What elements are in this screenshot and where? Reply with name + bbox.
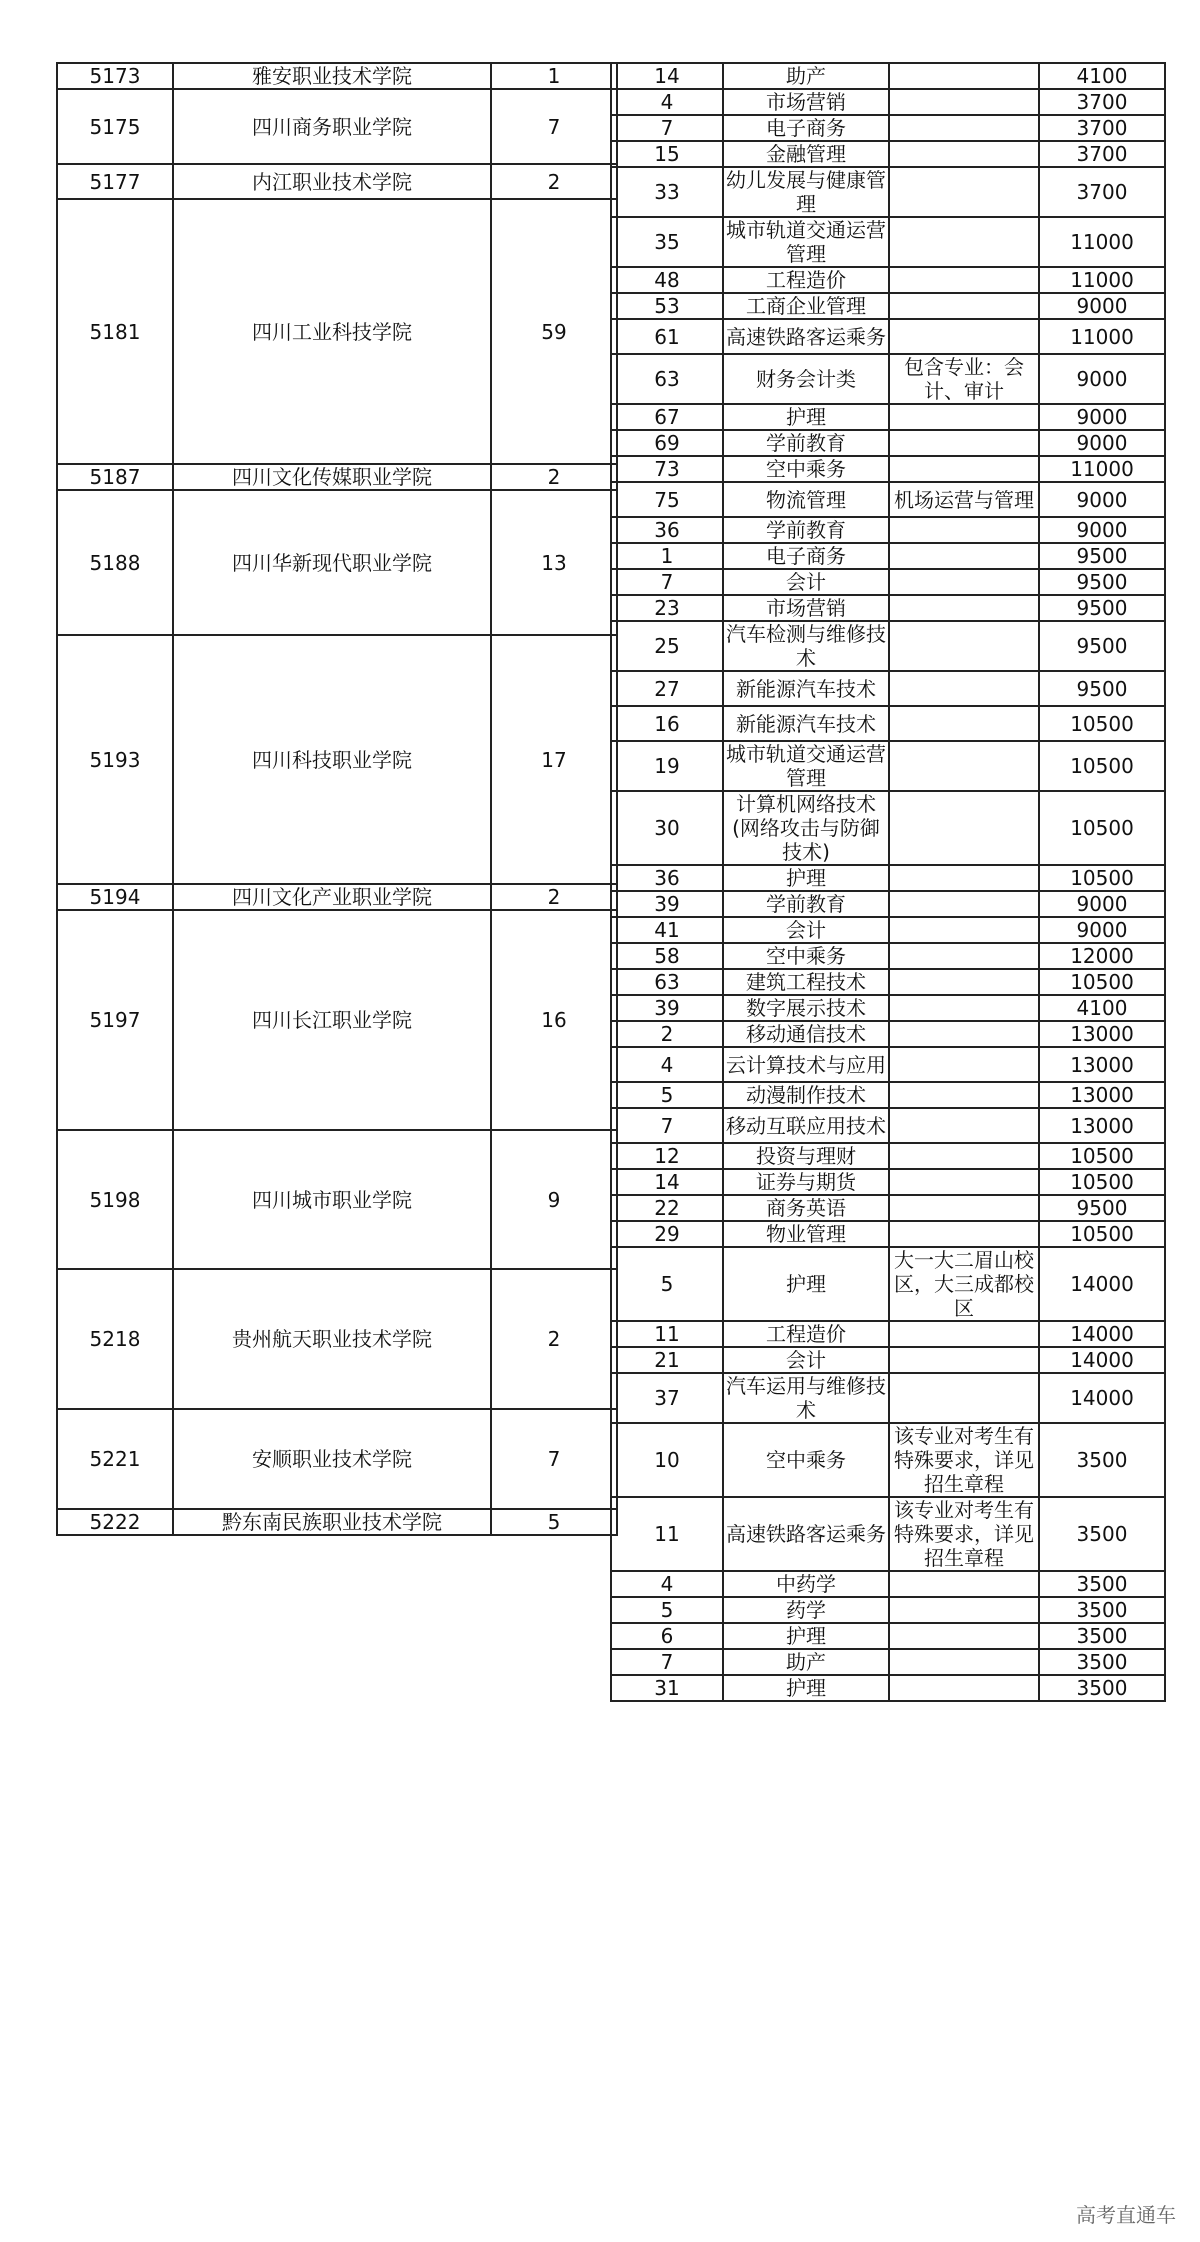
major-no: 4 xyxy=(611,1047,723,1082)
major-no: 5 xyxy=(611,1247,723,1321)
school-name: 四川文化传媒职业学院 xyxy=(173,464,491,490)
major-note xyxy=(889,1195,1039,1221)
tuition-fee: 9500 xyxy=(1039,621,1165,671)
major-row xyxy=(611,1143,1165,1169)
tuition-fee: 14000 xyxy=(1039,1347,1165,1373)
major-name: 护理 xyxy=(723,865,889,891)
tuition-fee: 9500 xyxy=(1039,595,1165,621)
school-code: 5221 xyxy=(57,1409,173,1509)
major-note xyxy=(889,404,1039,430)
major-no: 39 xyxy=(611,995,723,1021)
tuition-fee: 3700 xyxy=(1039,89,1165,115)
plan-count: 7 xyxy=(491,1409,617,1509)
tuition-fee: 14000 xyxy=(1039,1247,1165,1321)
plan-count: 17 xyxy=(491,635,617,884)
major-no: 30 xyxy=(611,791,723,865)
tuition-fee: 14000 xyxy=(1039,1321,1165,1347)
tuition-fee: 10500 xyxy=(1039,1221,1165,1247)
major-name: 财务会计类 xyxy=(723,354,889,404)
major-row xyxy=(611,1169,1165,1195)
school-code: 5173 xyxy=(57,63,173,89)
major-row xyxy=(611,1571,1165,1597)
major-no: 31 xyxy=(611,1675,723,1701)
plan-count: 7 xyxy=(491,89,617,164)
major-name: 护理 xyxy=(723,404,889,430)
tuition-fee: 3500 xyxy=(1039,1497,1165,1571)
school-name: 四川商务职业学院 xyxy=(173,89,491,164)
major-row xyxy=(611,1649,1165,1675)
major-note xyxy=(889,1169,1039,1195)
school-code: 5187 xyxy=(57,464,173,490)
major-no: 7 xyxy=(611,1108,723,1143)
plan-count: 13 xyxy=(491,490,617,635)
school-row xyxy=(57,1409,617,1509)
major-row xyxy=(611,267,1165,293)
major-no: 7 xyxy=(611,115,723,141)
major-no: 5 xyxy=(611,1082,723,1108)
major-note xyxy=(889,595,1039,621)
major-name: 城市轨道交通运营管理 xyxy=(723,741,889,791)
tuition-fee: 3500 xyxy=(1039,1571,1165,1597)
major-row xyxy=(611,1047,1165,1082)
tuition-fee: 11000 xyxy=(1039,217,1165,267)
major-note xyxy=(889,63,1039,89)
major-row xyxy=(611,1221,1165,1247)
major-name: 工商企业管理 xyxy=(723,293,889,319)
plan-count: 2 xyxy=(491,1269,617,1409)
tuition-fee: 13000 xyxy=(1039,1047,1165,1082)
major-row xyxy=(611,569,1165,595)
tuition-fee: 10500 xyxy=(1039,791,1165,865)
tuition-fee: 10500 xyxy=(1039,1143,1165,1169)
major-note xyxy=(889,293,1039,319)
major-name: 护理 xyxy=(723,1675,889,1701)
major-row xyxy=(611,1597,1165,1623)
major-note xyxy=(889,1347,1039,1373)
major-note xyxy=(889,517,1039,543)
tuition-fee: 14000 xyxy=(1039,1373,1165,1423)
school-code: 5193 xyxy=(57,635,173,884)
major-no: 7 xyxy=(611,1649,723,1675)
major-name: 学前教育 xyxy=(723,891,889,917)
major-name: 助产 xyxy=(723,1649,889,1675)
tuition-fee: 9000 xyxy=(1039,891,1165,917)
school-name: 安顺职业技术学院 xyxy=(173,1409,491,1509)
major-note xyxy=(889,1571,1039,1597)
major-no: 22 xyxy=(611,1195,723,1221)
major-note xyxy=(889,569,1039,595)
major-name: 移动通信技术 xyxy=(723,1021,889,1047)
plan-count: 59 xyxy=(491,199,617,464)
tuition-fee: 10500 xyxy=(1039,741,1165,791)
major-no: 36 xyxy=(611,517,723,543)
major-no: 63 xyxy=(611,969,723,995)
major-row xyxy=(611,865,1165,891)
tuition-fee: 3700 xyxy=(1039,141,1165,167)
major-note xyxy=(889,217,1039,267)
major-name: 工程造价 xyxy=(723,1321,889,1347)
school-name: 四川工业科技学院 xyxy=(173,199,491,464)
school-row xyxy=(57,1269,617,1409)
major-note: 该专业对考生有特殊要求，详见招生章程 xyxy=(889,1423,1039,1497)
major-note xyxy=(889,319,1039,354)
school-code: 5175 xyxy=(57,89,173,164)
major-no: 11 xyxy=(611,1321,723,1347)
major-name: 会计 xyxy=(723,917,889,943)
major-name: 物业管理 xyxy=(723,1221,889,1247)
major-no: 21 xyxy=(611,1347,723,1373)
school-row xyxy=(57,199,617,464)
tuition-fee: 4100 xyxy=(1039,63,1165,89)
plan-count: 2 xyxy=(491,164,617,199)
major-note xyxy=(889,1221,1039,1247)
school-row xyxy=(57,1130,617,1269)
major-row xyxy=(611,1195,1165,1221)
major-row xyxy=(611,217,1165,267)
tuition-fee: 9500 xyxy=(1039,569,1165,595)
tuition-fee: 9000 xyxy=(1039,917,1165,943)
major-no: 61 xyxy=(611,319,723,354)
major-row xyxy=(611,1423,1165,1497)
major-note xyxy=(889,1021,1039,1047)
major-no: 48 xyxy=(611,267,723,293)
tuition-fee: 13000 xyxy=(1039,1082,1165,1108)
major-name: 市场营销 xyxy=(723,89,889,115)
major-no: 63 xyxy=(611,354,723,404)
school-row xyxy=(57,490,617,635)
major-row xyxy=(611,917,1165,943)
tuition-fee: 3500 xyxy=(1039,1675,1165,1701)
major-no: 7 xyxy=(611,569,723,595)
tuition-fee: 3700 xyxy=(1039,167,1165,217)
major-row xyxy=(611,671,1165,706)
school-name: 雅安职业技术学院 xyxy=(173,63,491,89)
major-name: 数字展示技术 xyxy=(723,995,889,1021)
major-name: 空中乘务 xyxy=(723,943,889,969)
major-note xyxy=(889,917,1039,943)
major-row xyxy=(611,404,1165,430)
major-row xyxy=(611,354,1165,404)
major-no: 27 xyxy=(611,671,723,706)
major-no: 36 xyxy=(611,865,723,891)
major-note xyxy=(889,1675,1039,1701)
major-row xyxy=(611,1021,1165,1047)
school-code: 5197 xyxy=(57,910,173,1130)
major-note xyxy=(889,741,1039,791)
major-no: 58 xyxy=(611,943,723,969)
major-name: 商务英语 xyxy=(723,1195,889,1221)
major-note: 机场运营与管理 xyxy=(889,482,1039,517)
major-note xyxy=(889,706,1039,741)
school-name: 贵州航天职业技术学院 xyxy=(173,1269,491,1409)
major-row xyxy=(611,456,1165,482)
major-name: 会计 xyxy=(723,1347,889,1373)
major-no: 75 xyxy=(611,482,723,517)
major-row xyxy=(611,595,1165,621)
major-name: 空中乘务 xyxy=(723,1423,889,1497)
major-no: 10 xyxy=(611,1423,723,1497)
school-row xyxy=(57,164,617,199)
tuition-fee: 10500 xyxy=(1039,706,1165,741)
major-note xyxy=(889,865,1039,891)
major-name: 云计算技术与应用 xyxy=(723,1047,889,1082)
major-no: 33 xyxy=(611,167,723,217)
major-row xyxy=(611,543,1165,569)
major-row xyxy=(611,1321,1165,1347)
major-note xyxy=(889,1623,1039,1649)
major-row xyxy=(611,741,1165,791)
school-code: 5222 xyxy=(57,1509,173,1535)
plan-count: 2 xyxy=(491,884,617,910)
major-no: 23 xyxy=(611,595,723,621)
tuition-fee: 9000 xyxy=(1039,430,1165,456)
major-name: 证券与期货 xyxy=(723,1169,889,1195)
major-no: 14 xyxy=(611,1169,723,1195)
major-row xyxy=(611,430,1165,456)
school-name: 四川科技职业学院 xyxy=(173,635,491,884)
major-row xyxy=(611,167,1165,217)
major-no: 14 xyxy=(611,63,723,89)
major-no: 69 xyxy=(611,430,723,456)
school-name: 四川长江职业学院 xyxy=(173,910,491,1130)
tuition-fee: 9500 xyxy=(1039,543,1165,569)
major-name: 电子商务 xyxy=(723,115,889,141)
major-name: 计算机网络技术(网络攻击与防御技术) xyxy=(723,791,889,865)
major-note xyxy=(889,1143,1039,1169)
major-row xyxy=(611,89,1165,115)
major-name: 物流管理 xyxy=(723,482,889,517)
tuition-fee: 3700 xyxy=(1039,115,1165,141)
major-no: 73 xyxy=(611,456,723,482)
school-code: 5194 xyxy=(57,884,173,910)
major-note xyxy=(889,543,1039,569)
tuition-fee: 9000 xyxy=(1039,482,1165,517)
major-note xyxy=(889,456,1039,482)
major-row xyxy=(611,791,1165,865)
plan-count: 9 xyxy=(491,1130,617,1269)
tuition-fee: 11000 xyxy=(1039,319,1165,354)
school-row xyxy=(57,89,617,164)
major-name: 新能源汽车技术 xyxy=(723,706,889,741)
major-row xyxy=(611,517,1165,543)
major-name: 新能源汽车技术 xyxy=(723,671,889,706)
major-name: 建筑工程技术 xyxy=(723,969,889,995)
plan-count: 16 xyxy=(491,910,617,1130)
major-no: 2 xyxy=(611,1021,723,1047)
major-name: 市场营销 xyxy=(723,595,889,621)
major-row xyxy=(611,293,1165,319)
major-note xyxy=(889,1373,1039,1423)
major-note: 大一大二眉山校区，大三成都校区 xyxy=(889,1247,1039,1321)
tuition-fee: 9000 xyxy=(1039,404,1165,430)
tuition-fee: 12000 xyxy=(1039,943,1165,969)
school-code: 5177 xyxy=(57,164,173,199)
school-row xyxy=(57,464,617,490)
major-row xyxy=(611,1497,1165,1571)
school-name: 四川华新现代职业学院 xyxy=(173,490,491,635)
major-row xyxy=(611,1675,1165,1701)
major-name: 城市轨道交通运营管理 xyxy=(723,217,889,267)
major-name: 学前教育 xyxy=(723,430,889,456)
major-name: 高速铁路客运乘务 xyxy=(723,319,889,354)
major-name: 投资与理财 xyxy=(723,1143,889,1169)
major-note xyxy=(889,891,1039,917)
major-row xyxy=(611,1623,1165,1649)
major-row xyxy=(611,1108,1165,1143)
tuition-fee: 3500 xyxy=(1039,1423,1165,1497)
major-name: 移动互联应用技术 xyxy=(723,1108,889,1143)
major-note xyxy=(889,1047,1039,1082)
major-row xyxy=(611,1082,1165,1108)
major-no: 16 xyxy=(611,706,723,741)
major-note xyxy=(889,89,1039,115)
tuition-fee: 9500 xyxy=(1039,671,1165,706)
plan-count: 2 xyxy=(491,464,617,490)
major-row xyxy=(611,943,1165,969)
tuition-fee: 3500 xyxy=(1039,1649,1165,1675)
school-name: 黔东南民族职业技术学院 xyxy=(173,1509,491,1535)
tuition-fee: 13000 xyxy=(1039,1021,1165,1047)
school-row xyxy=(57,63,617,89)
major-note xyxy=(889,1649,1039,1675)
major-no: 29 xyxy=(611,1221,723,1247)
tuition-fee: 3500 xyxy=(1039,1623,1165,1649)
major-no: 53 xyxy=(611,293,723,319)
major-no: 67 xyxy=(611,404,723,430)
school-row xyxy=(57,910,617,1130)
tuition-fee: 9500 xyxy=(1039,1195,1165,1221)
major-note xyxy=(889,969,1039,995)
major-row xyxy=(611,1373,1165,1423)
major-row xyxy=(611,482,1165,517)
major-no: 19 xyxy=(611,741,723,791)
major-name: 护理 xyxy=(723,1623,889,1649)
major-note xyxy=(889,141,1039,167)
major-note xyxy=(889,1321,1039,1347)
major-no: 4 xyxy=(611,89,723,115)
major-name: 动漫制作技术 xyxy=(723,1082,889,1108)
major-no: 12 xyxy=(611,1143,723,1169)
major-row xyxy=(611,969,1165,995)
major-row xyxy=(611,115,1165,141)
major-no: 1 xyxy=(611,543,723,569)
major-name: 学前教育 xyxy=(723,517,889,543)
major-name: 空中乘务 xyxy=(723,456,889,482)
major-name: 护理 xyxy=(723,1247,889,1321)
major-row xyxy=(611,1347,1165,1373)
major-note xyxy=(889,1597,1039,1623)
major-no: 39 xyxy=(611,891,723,917)
major-note xyxy=(889,1082,1039,1108)
major-no: 41 xyxy=(611,917,723,943)
major-row xyxy=(611,621,1165,671)
tuition-fee: 11000 xyxy=(1039,267,1165,293)
major-no: 5 xyxy=(611,1597,723,1623)
major-note: 包含专业：会计、审计 xyxy=(889,354,1039,404)
plan-count: 1 xyxy=(491,63,617,89)
major-table xyxy=(610,62,1166,1702)
major-no: 15 xyxy=(611,141,723,167)
tuition-fee: 10500 xyxy=(1039,1169,1165,1195)
tuition-fee: 9000 xyxy=(1039,293,1165,319)
major-name: 电子商务 xyxy=(723,543,889,569)
major-note xyxy=(889,167,1039,217)
major-no: 25 xyxy=(611,621,723,671)
tuition-fee: 10500 xyxy=(1039,865,1165,891)
major-name: 会计 xyxy=(723,569,889,595)
school-row xyxy=(57,884,617,910)
school-code: 5198 xyxy=(57,1130,173,1269)
major-row xyxy=(611,706,1165,741)
tuition-fee: 4100 xyxy=(1039,995,1165,1021)
major-note xyxy=(889,791,1039,865)
major-row xyxy=(611,141,1165,167)
major-row xyxy=(611,891,1165,917)
major-row xyxy=(611,1247,1165,1321)
major-note xyxy=(889,671,1039,706)
watermark-text: 高考直通车 xyxy=(1076,2203,1176,2227)
major-name: 汽车检测与维修技术 xyxy=(723,621,889,671)
school-code: 5218 xyxy=(57,1269,173,1409)
major-name: 药学 xyxy=(723,1597,889,1623)
major-no: 11 xyxy=(611,1497,723,1571)
major-name: 助产 xyxy=(723,63,889,89)
major-note xyxy=(889,267,1039,293)
major-note: 该专业对考生有特殊要求，详见招生章程 xyxy=(889,1497,1039,1571)
tuition-fee: 9000 xyxy=(1039,517,1165,543)
school-name: 内江职业技术学院 xyxy=(173,164,491,199)
major-no: 6 xyxy=(611,1623,723,1649)
tuition-fee: 13000 xyxy=(1039,1108,1165,1143)
school-name: 四川文化产业职业学院 xyxy=(173,884,491,910)
major-note xyxy=(889,621,1039,671)
school-row xyxy=(57,635,617,884)
major-no: 37 xyxy=(611,1373,723,1423)
tuition-fee: 11000 xyxy=(1039,456,1165,482)
plan-count: 5 xyxy=(491,1509,617,1535)
school-row xyxy=(57,1509,617,1535)
major-row xyxy=(611,63,1165,89)
tuition-fee: 3500 xyxy=(1039,1597,1165,1623)
major-row xyxy=(611,995,1165,1021)
major-note xyxy=(889,1108,1039,1143)
major-name: 工程造价 xyxy=(723,267,889,293)
major-name: 汽车运用与维修技术 xyxy=(723,1373,889,1423)
major-note xyxy=(889,995,1039,1021)
major-name: 幼儿发展与健康管理 xyxy=(723,167,889,217)
major-name: 高速铁路客运乘务 xyxy=(723,1497,889,1571)
major-name: 金融管理 xyxy=(723,141,889,167)
tuition-fee: 10500 xyxy=(1039,969,1165,995)
school-code: 5181 xyxy=(57,199,173,464)
major-no: 4 xyxy=(611,1571,723,1597)
major-note xyxy=(889,943,1039,969)
school-table xyxy=(56,62,618,1536)
major-note xyxy=(889,115,1039,141)
school-code: 5188 xyxy=(57,490,173,635)
major-row xyxy=(611,319,1165,354)
major-no: 35 xyxy=(611,217,723,267)
school-name: 四川城市职业学院 xyxy=(173,1130,491,1269)
tuition-fee: 9000 xyxy=(1039,354,1165,404)
major-note xyxy=(889,430,1039,456)
major-name: 中药学 xyxy=(723,1571,889,1597)
